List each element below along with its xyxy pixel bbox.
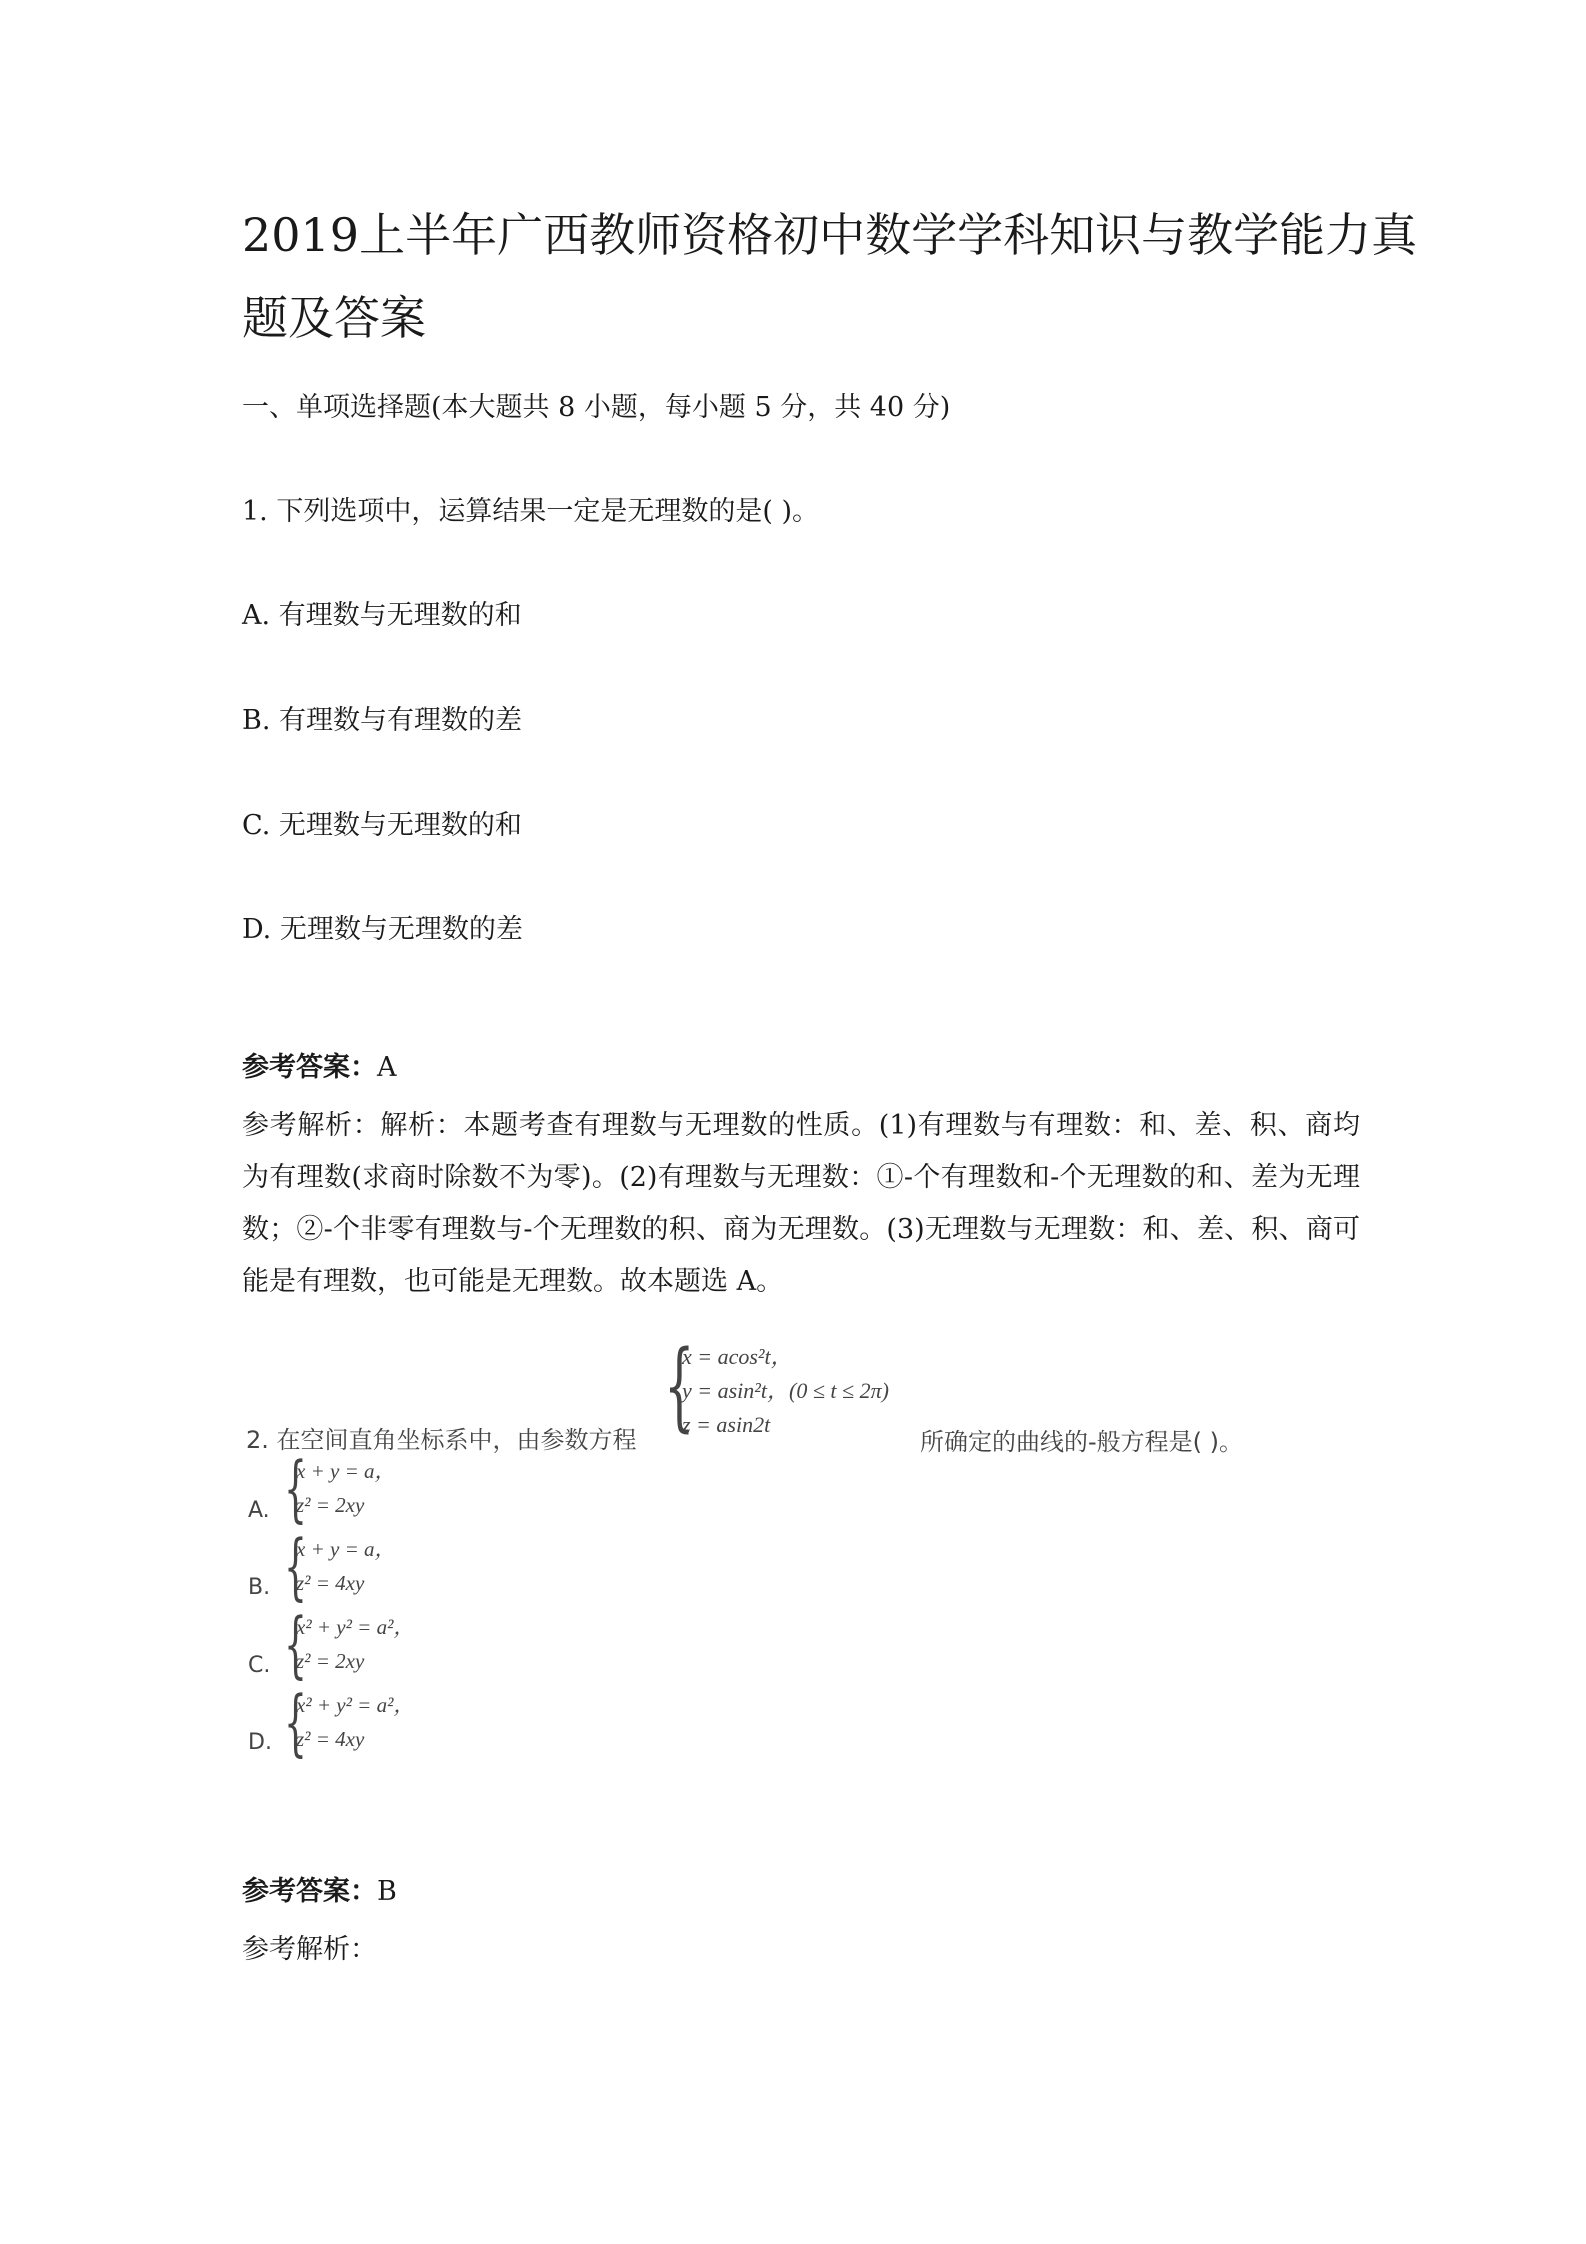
param-eq-y: y = asin²t，(0 ≤ t ≤ 2π) bbox=[682, 1378, 889, 1403]
question-1-analysis: 参考解析：解析：本题考查有理数与无理数的性质。(1)有理数与有理数：和、差、积、商均为有理数(求商时除数不为零)。(2)有理数与无理数：①-个有理数和-个无理数的和、差为无理数；②-个非零有理数与-个无理数的积、商为无理数。(3)无理数与无理数：和、差、积、商可能是有理数，也可能是无理数。故本题选 A。 bbox=[242, 1110, 1360, 1297]
question-2-option-c-label: C. bbox=[248, 1653, 271, 1678]
document-title-line-1: 2019上半年广西教师资格初中数学学科知识与教学能力真 bbox=[242, 208, 1418, 262]
question-1-option-a: A. 有理数与无理数的和 bbox=[242, 600, 522, 631]
left-brace-icon: { bbox=[664, 1330, 695, 1442]
question-2-option-d-label: D. bbox=[248, 1730, 272, 1755]
question-2-option-b-system bbox=[296, 1532, 395, 1600]
answer-value: A bbox=[377, 1052, 397, 1083]
answer-label: 参考答案： bbox=[242, 1052, 377, 1083]
answer-value: B bbox=[377, 1876, 397, 1907]
question-1-stem: 1. 下列选项中，运算结果一定是无理数的是( )。 bbox=[242, 496, 819, 527]
question-2-stem-suffix: 所确定的曲线的-般方程是( )。 bbox=[920, 1428, 1244, 1456]
param-equations bbox=[682, 1340, 889, 1442]
option-c-eq1: x² + y² = a²， bbox=[296, 1615, 415, 1639]
question-2-answer bbox=[242, 1874, 397, 1910]
left-brace-icon: { bbox=[284, 1680, 307, 1764]
question-2-analysis-label: 参考解析： bbox=[242, 1934, 377, 1965]
left-brace-icon: { bbox=[284, 1524, 307, 1608]
question-2-option-b-label: B. bbox=[248, 1575, 271, 1600]
param-eq-z: z = asin2t bbox=[682, 1412, 771, 1437]
param-eq-x: x = acos²t， bbox=[682, 1344, 793, 1369]
question-2-option-a-system bbox=[296, 1454, 395, 1522]
option-c-eq2: z² = 2xy bbox=[296, 1649, 365, 1673]
question-1-answer bbox=[242, 1050, 397, 1086]
option-a-eq1: x + y = a， bbox=[296, 1459, 396, 1483]
option-b-eq1: x + y = a， bbox=[296, 1537, 396, 1561]
answer-label: 参考答案： bbox=[242, 1876, 377, 1907]
option-a-eq2: z² = 2xy bbox=[296, 1493, 365, 1517]
document-title-line-2: 题及答案 bbox=[242, 291, 426, 345]
left-brace-icon: { bbox=[284, 1602, 307, 1686]
question-2-stem-prefix: 2. 在空间直角坐标系中，由参数方程 bbox=[246, 1426, 637, 1454]
question-1-option-c: C. 无理数与无理数的和 bbox=[242, 810, 522, 841]
question-2-option-d-system bbox=[296, 1688, 414, 1756]
question-1-option-b: B. 有理数与有理数的差 bbox=[242, 705, 523, 736]
question-2-option-a-label: A. bbox=[248, 1498, 270, 1523]
question-2-option-c-system bbox=[296, 1610, 414, 1678]
section-heading: 一、单项选择题(本大题共 8 小题，每小题 5 分，共 40 分) bbox=[242, 392, 951, 423]
left-brace-icon: { bbox=[284, 1446, 307, 1530]
option-d-eq2: z² = 4xy bbox=[296, 1727, 365, 1751]
option-d-eq1: x² + y² = a²， bbox=[296, 1693, 415, 1717]
option-b-eq2: z² = 4xy bbox=[296, 1571, 365, 1595]
question-1-option-d: D. 无理数与无理数的差 bbox=[242, 914, 523, 945]
